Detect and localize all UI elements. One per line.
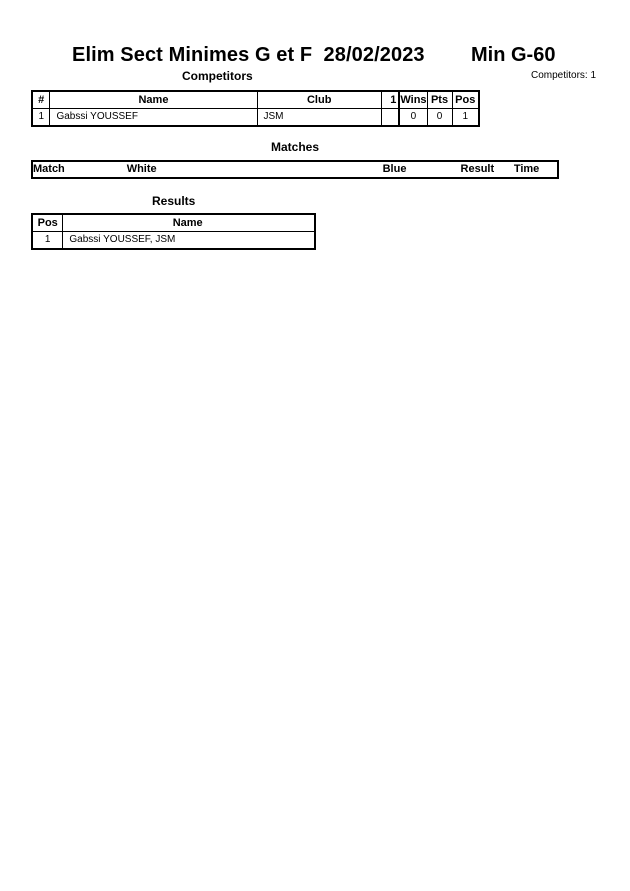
matches-header-row <box>32 161 558 178</box>
competitor-name: Gabssi YOUSSEF <box>50 109 257 127</box>
competitors-table <box>31 90 480 127</box>
col-name-header: Name <box>50 91 257 109</box>
competitor-club: JSM <box>257 109 381 127</box>
col-round1-header: 1 <box>381 91 399 109</box>
col-time-header: Time <box>513 163 540 175</box>
competitor-num: 1 <box>32 109 50 127</box>
page-title: Elim Sect Minimes G et F 28/02/2023 <box>72 44 425 66</box>
col-result-header: Result <box>460 163 495 175</box>
col-match-header: Match <box>33 163 65 175</box>
results-heading: Results <box>152 194 196 208</box>
col-blue-header: Blue <box>382 163 407 175</box>
competitors-heading: Competitors <box>182 69 253 83</box>
competitors-count: Competitors: 1 <box>531 70 597 81</box>
competitor-wins: 0 <box>399 109 427 127</box>
col-wins-header: Wins <box>399 91 427 109</box>
result-name: Gabssi YOUSSEF, JSM <box>63 232 315 250</box>
col-club-header: Club <box>257 91 381 109</box>
col-result-name-header: Name <box>63 214 315 232</box>
category-title: Min G-60 <box>471 44 556 66</box>
results-table <box>31 213 316 250</box>
competitor-pts: 0 <box>427 109 452 127</box>
matches-table <box>31 160 559 179</box>
table-row <box>32 109 479 127</box>
table-row <box>32 232 315 250</box>
matches-heading: Matches <box>271 140 320 154</box>
competitors-header-row <box>32 91 479 109</box>
col-white-header: White <box>126 163 157 175</box>
results-header-row <box>32 214 315 232</box>
col-num-header: # <box>32 91 50 109</box>
col-pos-header: Pos <box>452 91 479 109</box>
competitor-pos: 1 <box>452 109 479 127</box>
result-pos: 1 <box>32 232 63 250</box>
col-result-pos-header: Pos <box>32 214 63 232</box>
col-pts-header: Pts <box>427 91 452 109</box>
competitor-round1 <box>381 109 399 127</box>
